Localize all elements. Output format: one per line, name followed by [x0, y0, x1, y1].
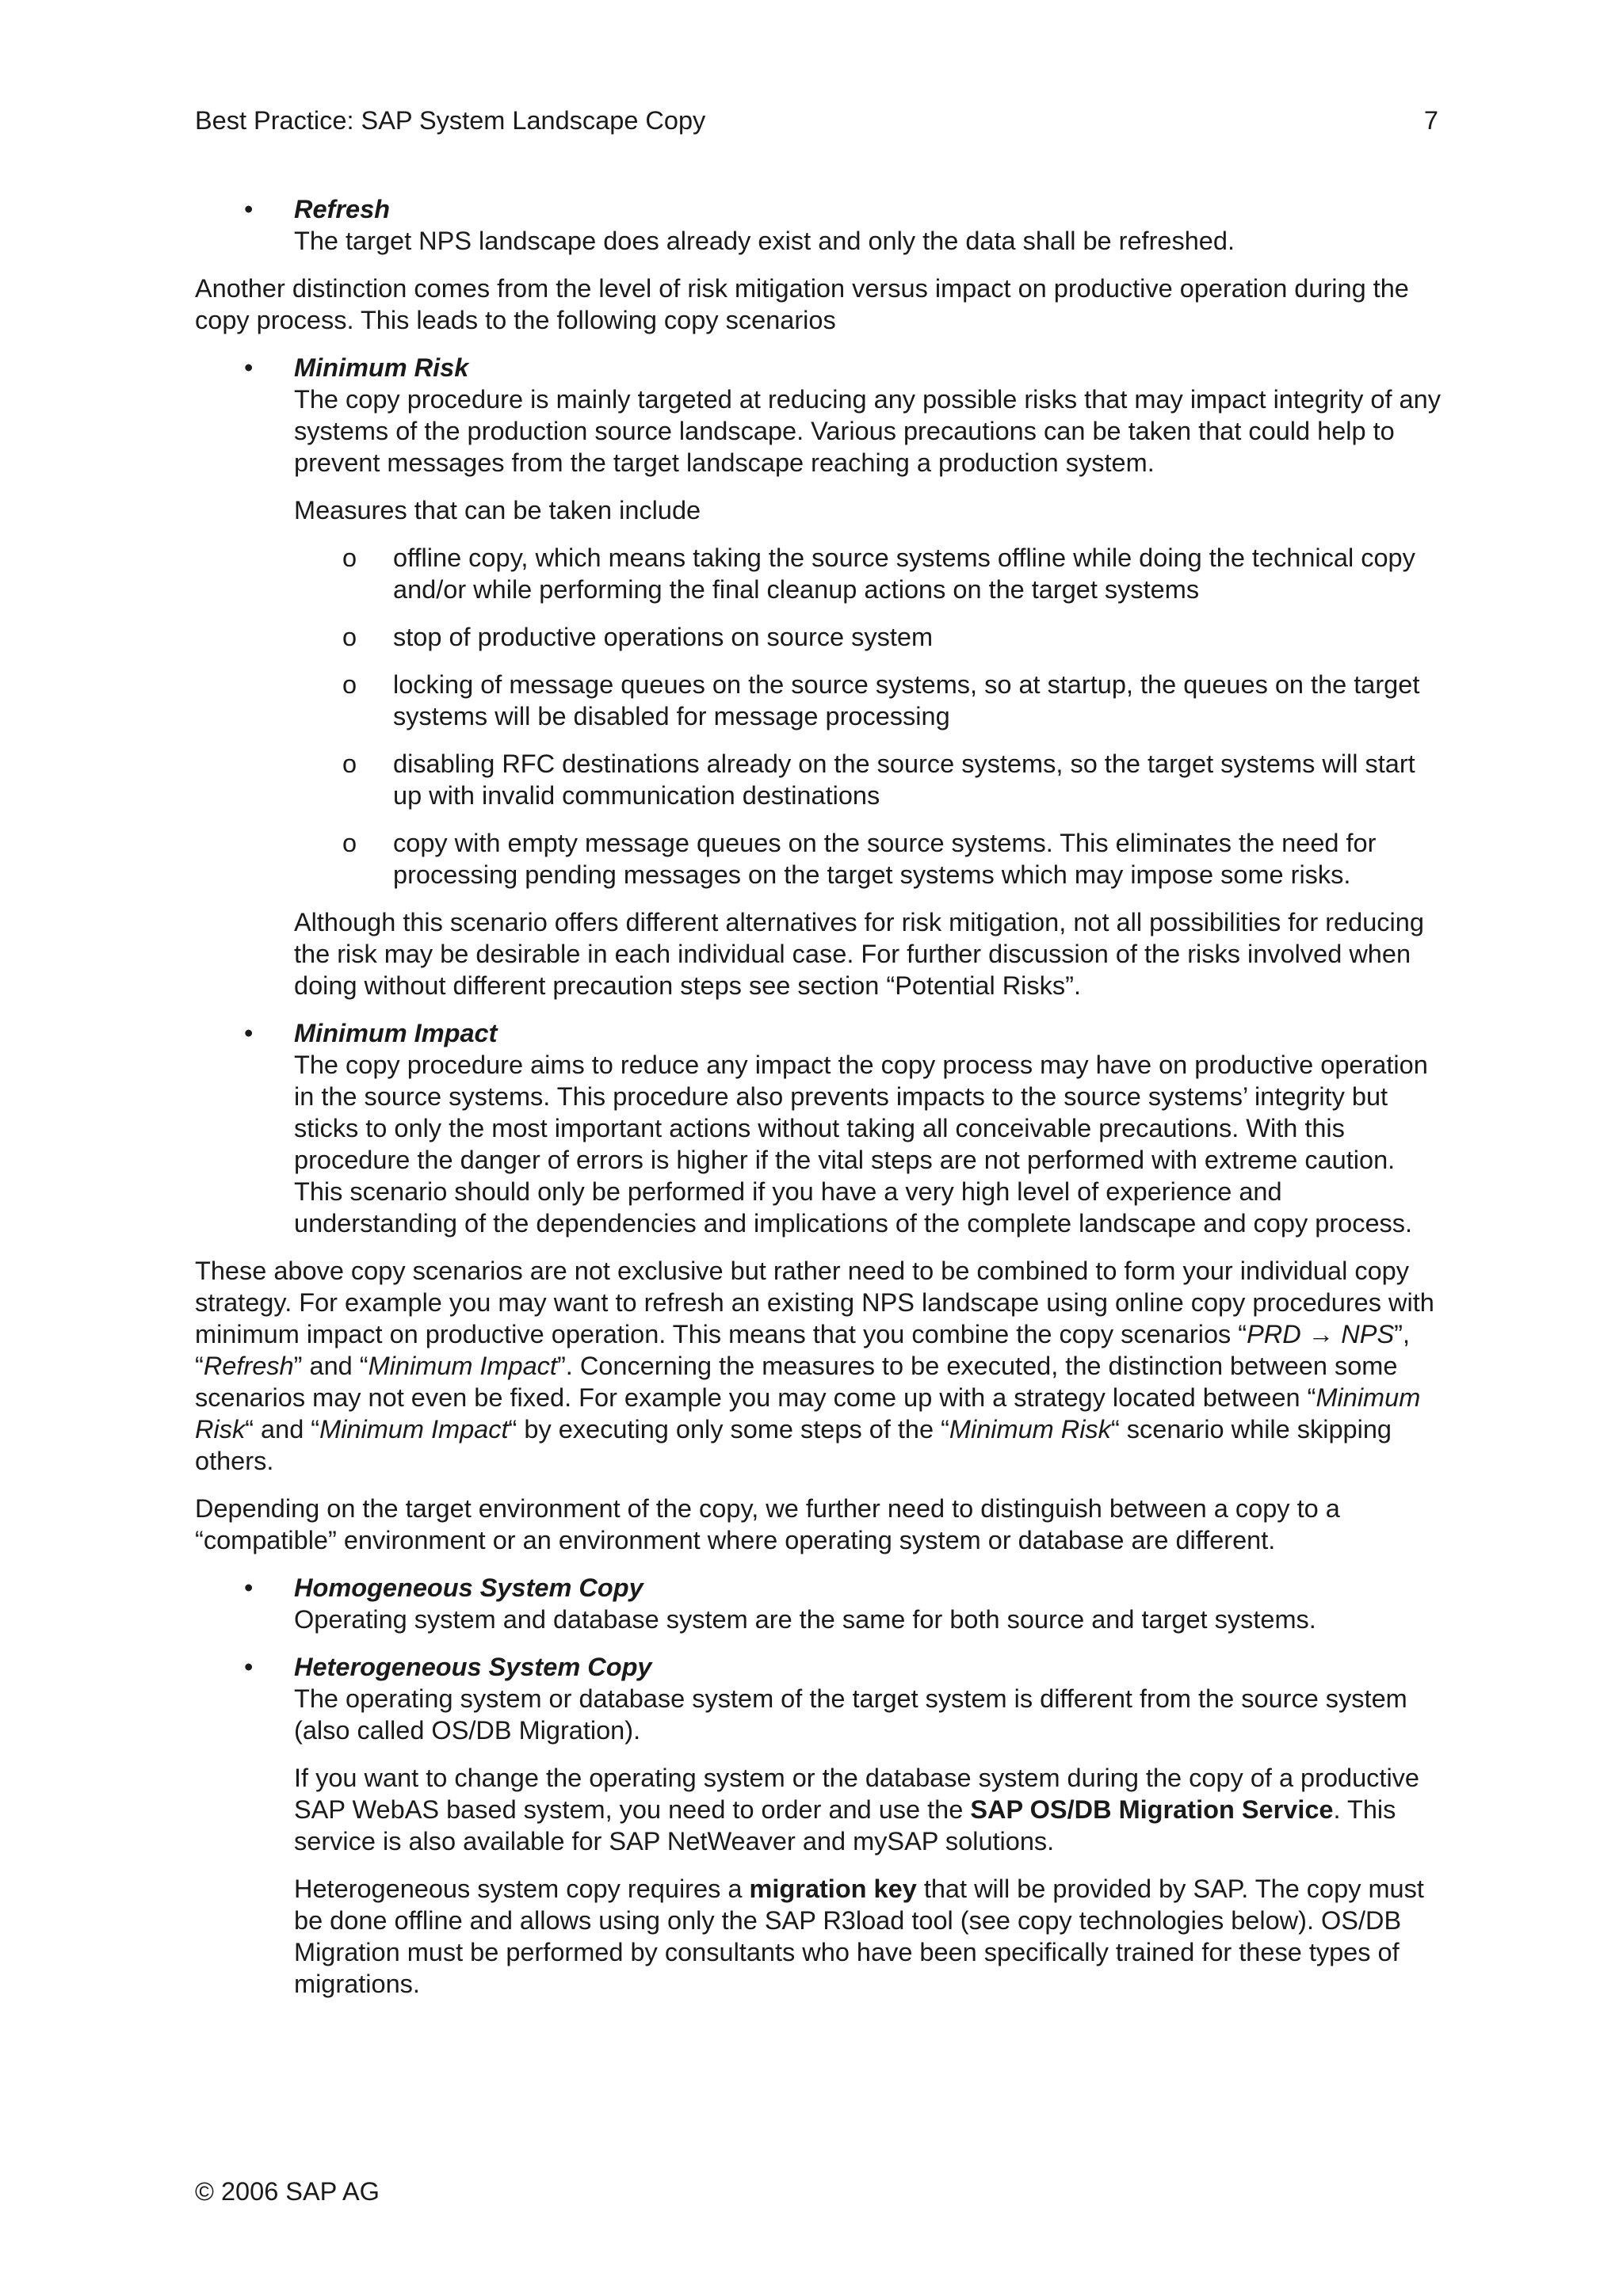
- heterogeneous-migration-key: Heterogeneous system copy requires a migration key that will be provided by SAP. The copy must be done offline and allows using only the SAP R3load tool (see copy technologies below). OS/DB Migration must be performed by consultants who have been specifically trained for these types of migrations.: [294, 1875, 1424, 1998]
- paragraph-target-environment: Depending on the target environment of the copy, we further need to distinguish between a copy to a “compatible” environment or an environment where operating system or database are different.: [195, 1494, 1340, 1554]
- measure-text: offline copy, which means taking the source systems offline while doing the technical copy and/or while performing the final cleanup actions on the target systems: [393, 543, 1415, 604]
- measure-item: [195, 827, 1445, 891]
- refresh-title: Refresh: [294, 195, 391, 223]
- circle-bullet: o: [342, 670, 357, 699]
- bullet-minimum-impact: [195, 1017, 1445, 1239]
- measure-item: [195, 542, 1445, 605]
- minimum-risk-closing: Although this scenario offers different alternatives for risk mitigation, not all possibilities for reducing the risk may be desirable in each individual case. For further discussion of the risks involved when doing without different precaution steps see section “Potential Risks”.: [294, 908, 1424, 1000]
- measures-intro: Measures that can be taken include: [294, 496, 701, 524]
- bullet-dot: •: [244, 1573, 254, 1602]
- bullet-minimum-risk: [195, 352, 1445, 1001]
- bullet-homogeneous: [195, 1572, 1445, 1635]
- refresh-text: The target NPS landscape does already exist and only the data shall be refreshed.: [294, 227, 1235, 255]
- heterogeneous-text: The operating system or database system of the target system is different from the source system (also called OS/DB Migration).: [294, 1684, 1407, 1745]
- minimum-impact-text: The copy procedure aims to reduce any impact the copy process may have on productive operation in the source systems. This procedure also prevents impacts to the source systems’ integrity but sticks to only the most important actions without taking all conceivable precautions. With this procedure the danger of errors is higher if the vital steps are not performed with extreme caution. This scenario should only be performed if you have a very high level of experience and understanding of the dependencies and implications of the complete landscape and copy process.: [294, 1051, 1428, 1238]
- bullet-refresh: [195, 193, 1445, 257]
- heterogeneous-title: Heterogeneous System Copy: [294, 1653, 652, 1681]
- circle-bullet: o: [342, 543, 357, 572]
- measure-text: stop of productive operations on source system: [393, 623, 934, 651]
- page-header: [195, 105, 1438, 136]
- bullet-dot: •: [244, 1019, 254, 1047]
- paragraph-combined-scenarios: These above copy scenarios are not exclusive but rather need to be combined to form your individual copy strategy. For example you may want to refresh an existing NPS landscape using online copy procedures with minimum impact on productive operation. This means that you combine the copy scenarios “PRD → NPS”, “Refresh” and “Minimum Impact”. Concerning the measures to be executed, the distinction between some scenarios may not even be fixed. For example you may come up with a strategy located between “Minimum Risk“ and “Minimum Impact“ by executing only some steps of the “Minimum Risk“ scenario while skipping others.: [195, 1257, 1434, 1475]
- circle-bullet: o: [342, 749, 357, 778]
- header-title: Best Practice: SAP System Landscape Copy: [195, 106, 706, 135]
- measure-text: locking of message queues on the source systems, so at startup, the queues on the target systems will be disabled for message processing: [393, 670, 1420, 730]
- measure-text: disabling RFC destinations already on the source systems, so the target systems will start up with invalid communication destinations: [393, 749, 1415, 810]
- bullet-dot: •: [244, 1653, 254, 1681]
- minimum-impact-title: Minimum Impact: [294, 1019, 498, 1047]
- measure-item: [195, 669, 1445, 732]
- homogeneous-title: Homogeneous System Copy: [294, 1573, 643, 1602]
- page-footer: © 2006 SAP AG: [195, 2177, 380, 2206]
- measure-text: copy with empty message queues on the source systems. This eliminates the need for processing pending messages on the target systems which may impose some risks.: [393, 829, 1377, 889]
- circle-bullet: o: [342, 623, 357, 651]
- homogeneous-text: Operating system and database system are the same for both source and target systems.: [294, 1605, 1316, 1634]
- page-number: 7: [1423, 106, 1438, 135]
- measure-item: [195, 621, 1445, 653]
- circle-bullet: o: [342, 829, 357, 857]
- paragraph-risk-distinction: Another distinction comes from the level of risk mitigation versus impact on productive operation during the copy process. This leads to the following copy scenarios: [195, 274, 1409, 334]
- bullet-dot: •: [244, 195, 254, 223]
- bullet-heterogeneous: [195, 1651, 1445, 2000]
- body-content: [195, 193, 1445, 2016]
- minimum-risk-text: The copy procedure is mainly targeted at reducing any possible risks that may impact integrity of any systems of the production source landscape. Various precautions can be taken that could help to prevent messages from the target landscape reaching a production system.: [294, 385, 1441, 477]
- heterogeneous-migration-service: If you want to change the operating system or the database system during the copy of a productive SAP WebAS based system, you need to order and use the SAP OS/DB Migration Service. This service is also available for SAP NetWeaver and mySAP solutions.: [294, 1764, 1420, 1855]
- measure-item: [195, 748, 1445, 811]
- bullet-dot: •: [244, 353, 254, 382]
- minimum-risk-title: Minimum Risk: [294, 353, 469, 382]
